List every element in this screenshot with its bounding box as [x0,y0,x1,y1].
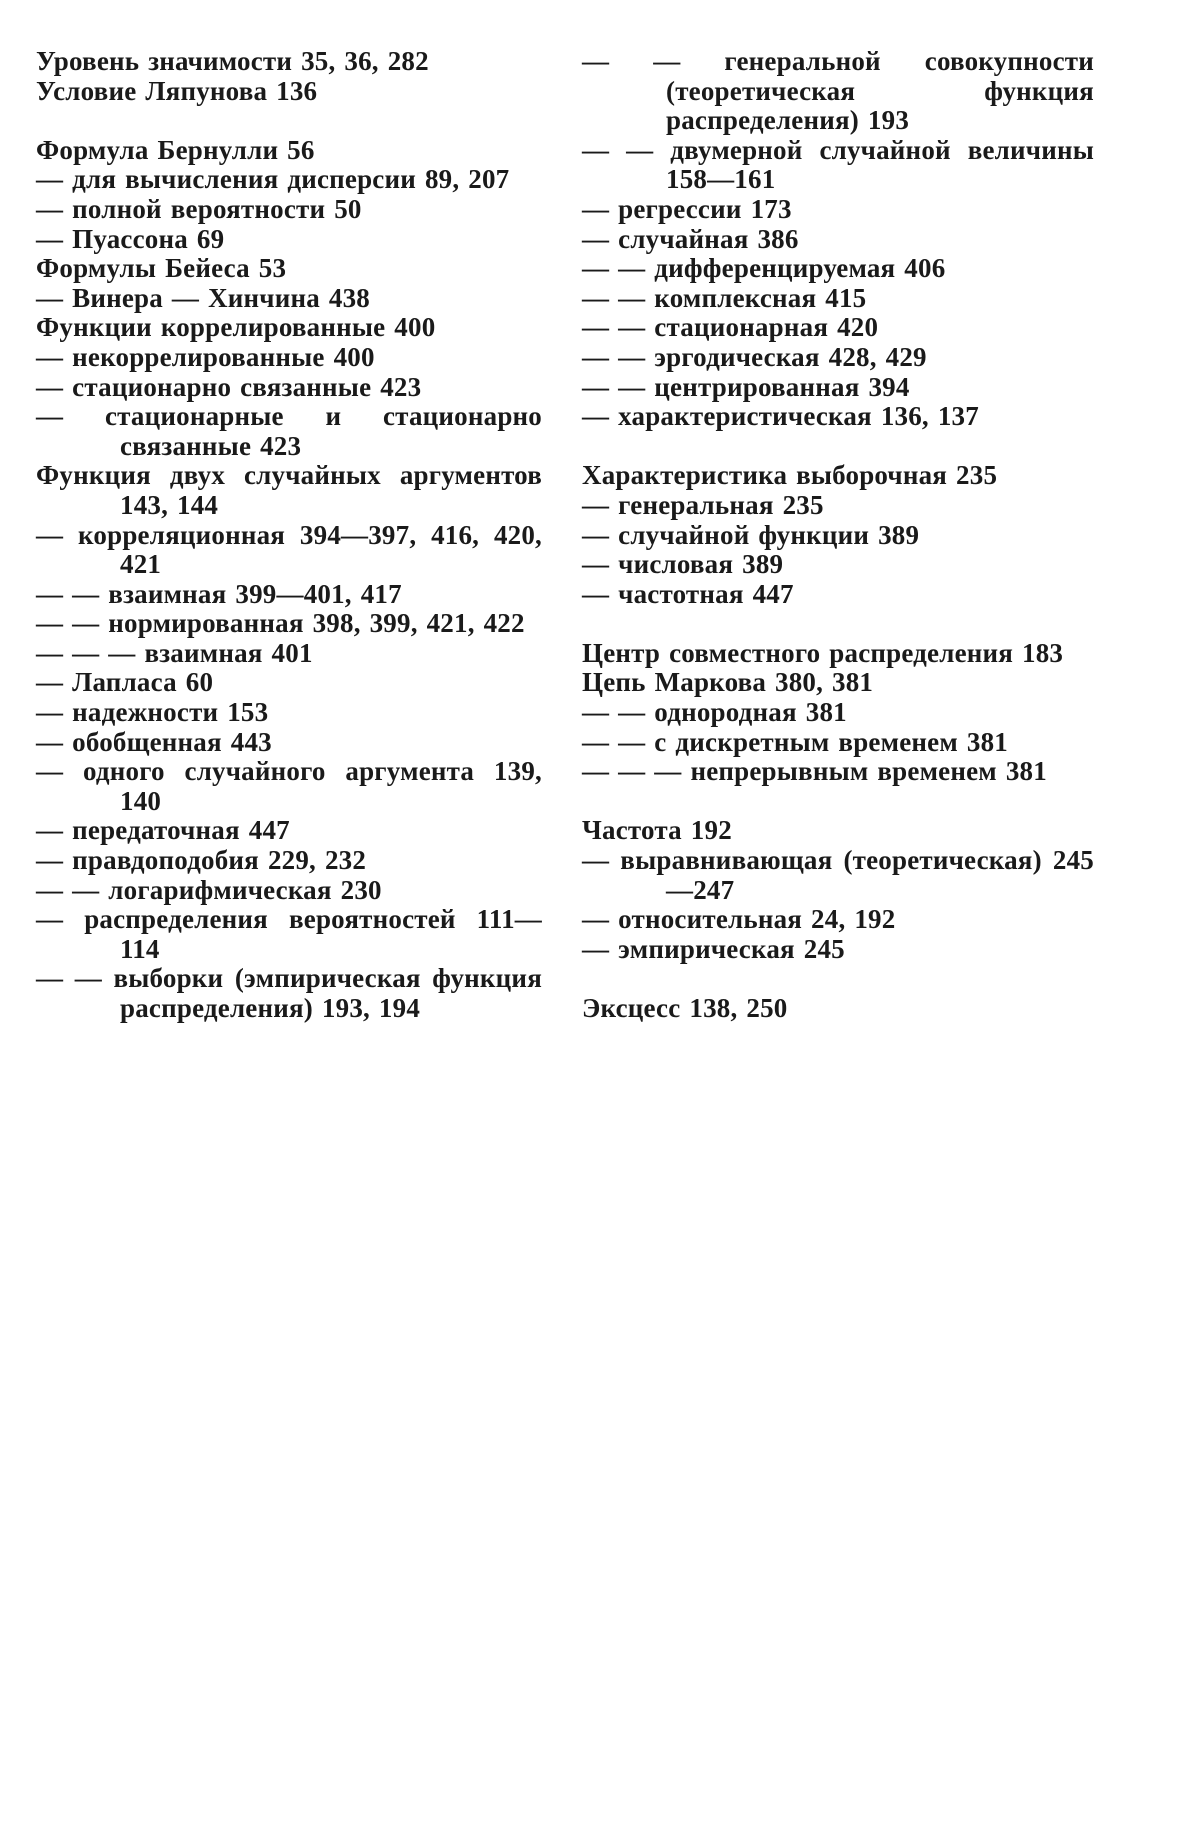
index-entry: — регрессии 173 [582,193,792,224]
index-entry: — — однородная 381 [582,697,847,728]
index-entry: — одного случайного аргумента 139, 140 [36,756,542,816]
index-entry: — случайной функции 389 [582,519,920,550]
index-entry: — относительная 24, 192 [582,904,896,935]
index-entry: — генеральная 235 [582,489,824,520]
index-entry: — случайная 386 [582,223,799,254]
index-column-left [36,47,542,1024]
index-entry: — — — непрерывным временем 381 [582,756,1047,787]
index-entry: Цепь Маркова 380, 381 [582,667,874,698]
index-entry: — распределения вероятностей 111—114 [36,904,542,964]
index-list-right [582,47,1094,1024]
index-entry: — для вычисления дисперсии 89, 207 [36,164,510,195]
index-entry: — Пуассона 69 [36,223,225,254]
index-list-left [36,47,542,1024]
index-entry: — — — взаимная 401 [36,637,313,668]
index-entry: — — генеральной совокупности (теоретическая функция распределения) 193 [582,46,1094,136]
index-column-right [582,47,1094,1024]
index-entry: — — двумерной случайной величины 158—161 [582,134,1094,195]
index-entry: — корреляционная 394—397, 416, 420, 421 [36,519,542,580]
index-entry: — эмпирическая 245 [582,933,845,964]
index-entry: — обобщенная 443 [36,726,272,757]
index-entry: Условие Ляпунова 136 [36,75,318,106]
index-entry: — — центрированная 394 [582,371,910,402]
index-entry: — стационарно связанные 423 [36,371,422,402]
index-entry: — — выборки (эмпирическая функция распределения) 193, 194 [36,963,542,1023]
index-entry: — выравнивающая (теоретическая) 245—247 [582,845,1094,905]
index-entry: — некоррелированные 400 [36,341,375,372]
index-entry: Функция двух случайных аргументов 143, 144 [36,460,542,520]
index-entry: — характеристическая 136, 137 [582,401,979,432]
index-entry: — — логарифмическая 230 [36,874,382,905]
index-entry: — — эргодическая 428, 429 [582,341,927,372]
index-entry: — полной вероятности 50 [36,193,362,224]
index-entry: Функции коррелированные 400 [36,312,436,343]
index-entry: Характеристика выборочная 235 [582,460,998,491]
index-entry: Формулы Бейеса 53 [36,253,287,284]
index-entry: — — взаимная 399—401, 417 [36,578,402,609]
index-entry: — — нормированная 398, 399, 421, 422 [36,608,525,639]
index-entry: — — с дискретным временем 381 [582,726,1008,757]
index-entry: — стационарные и стационарно связанные 423 [36,401,542,461]
index-entry: Эксцесс 138, 250 [582,993,788,1023]
index-entry: — Лапласа 60 [36,667,214,698]
index-entry: Уровень значимости 35, 36, 282 [36,46,429,76]
index-entry: — — стационарная 420 [582,312,879,343]
index-entry: — Винера — Хинчина 438 [36,282,370,313]
index-entry: Центр совместного распределения 183 [582,637,1064,668]
index-entry: — правдоподобия 229, 232 [36,845,367,876]
index-entry: — — дифференцируемая 406 [582,253,946,284]
index-entry: — передаточная 447 [36,815,290,846]
index-entry: Формула Бернулли 56 [36,134,315,165]
index-entry: Частота 192 [582,815,732,846]
index-entry: — — комплексная 415 [582,282,867,313]
index-entry: — частотная 447 [582,578,794,609]
index-entry: — надежности 153 [36,697,269,728]
index-entry: — числовая 389 [582,549,784,580]
